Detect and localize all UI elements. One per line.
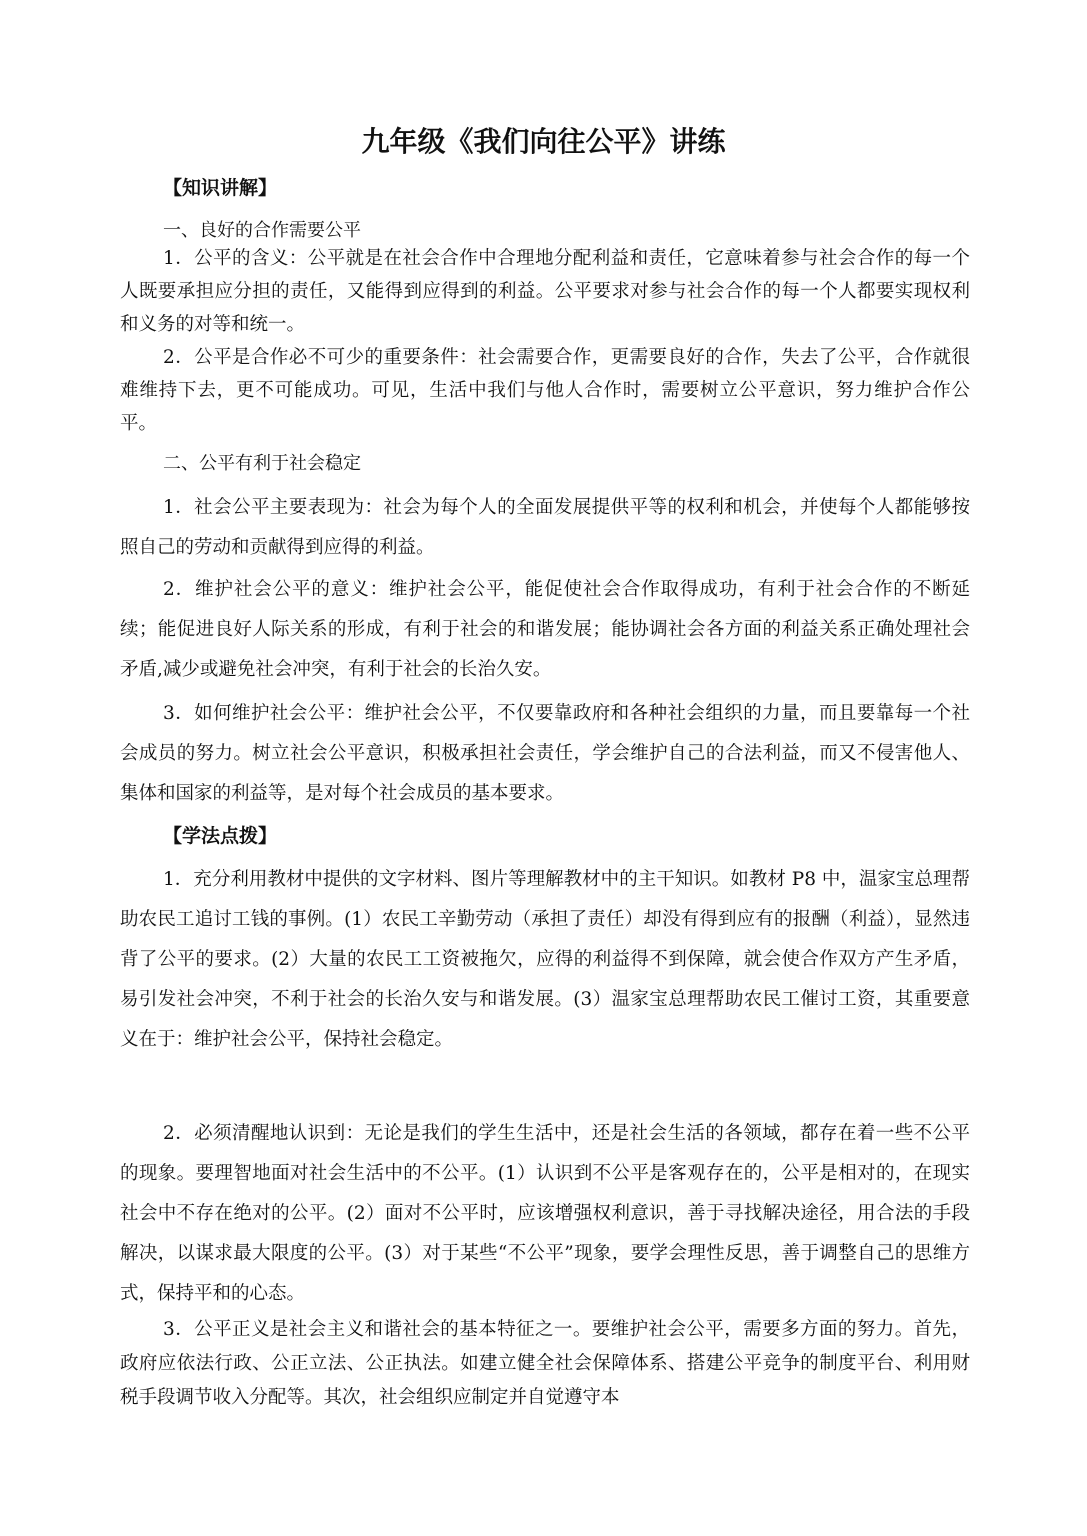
part-heading-cooperation: 一、良好的合作需要公平 <box>163 220 361 241</box>
part-heading-stability: 二、公平有利于社会稳定 <box>163 453 361 474</box>
paragraph-social-fairness: 1．社会公平主要表现为：社会为每个人的全面发展提供平等的权利和机会，并使每个人都能够按照自己的劳动和贡献得到应得的利益。 <box>120 497 970 558</box>
paragraph-method-textbook: 1．充分利用教材中提供的文字材料、图片等理解教材中的主干知识。如教材 P8 中，温家宝总理帮助农民工追讨工钱的事例。(1）农民工辛勤劳动（承担了责任）却没有得到应有的报酬（利益），显然违背了公平的要求。(2）大量的农民工工资被拖欠，应得的利益得不到保障，就会使合作双方产生矛盾，易引发社会冲突，不利于社会的长治久安与和谐发展。(3）温家宝总理帮助农民工催讨工资，其重要意义在于：维护社会公平，保持社会稳定。 <box>120 869 970 1050</box>
paragraph-fairness-definition: 1．公平的含义：公平就是在社会合作中合理地分配利益和责任，它意味着参与社会合作的每一个人既要承担应分担的责任，又能得到应得到的利益。公平要求对参与社会合作的每一个人都要实现权利和义务的对等和统一。 <box>120 248 970 335</box>
section-heading-method: 【学法点拨】 <box>163 825 278 847</box>
paragraph-fairness-condition: 2．公平是合作必不可少的重要条件：社会需要合作，更需要良好的合作，失去了公平，合作就很难维持下去，更不可能成功。可见，生活中我们与他人合作时，需要树立公平意识，努力维护合作公平。 <box>120 347 970 434</box>
section-heading-knowledge: 【知识讲解】 <box>163 177 278 199</box>
paragraph-method-harmony: 3．公平正义是社会主义和谐社会的基本特征之一。要维护社会公平，需要多方面的努力。首先，政府应依法行政、公正立法、公正执法。如建立健全社会保障体系、搭建公平竞争的制度平台、利用财税手段调节收入分配等。其次，社会组织应制定并自觉遵守本 <box>120 1319 970 1408</box>
paragraph-method-unfairness: 2．必须清醒地认识到：无论是我们的学生生活中，还是社会生活的各领域，都存在着一些不公平的现象。要理智地面对社会生活中的不公平。(1）认识到不公平是客观存在的，公平是相对的，在现实社会中不存在绝对的公平。(2）面对不公平时，应该增强权利意识，善于寻找解决途径，用合法的手段解决，以谋求最大限度的公平。(3）对于某些“不公平”现象，要学会理性反思，善于调整自己的思维方式，保持平和的心态。 <box>120 1123 970 1304</box>
paragraph-maintain-fairness: 3．如何维护社会公平：维护社会公平，不仅要靠政府和各种社会组织的力量，而且要靠每一个社会成员的努力。树立社会公平意识，积极承担社会责任，学会维护自己的合法利益，而又不侵害他人、集体和国家的利益等，是对每个社会成员的基本要求。 <box>120 703 970 804</box>
paragraph-fairness-significance: 2．维护社会公平的意义：维护社会公平，能促使社会合作取得成功，有利于社会合作的不断延续；能促进良好人际关系的形成，有利于社会的和谐发展；能协调社会各方面的利益关系正确处理社会矛盾,减少或避免社会冲突，有利于社会的长治久安。 <box>120 579 970 680</box>
document-title: 九年级《我们向往公平》讲练 <box>361 125 726 158</box>
